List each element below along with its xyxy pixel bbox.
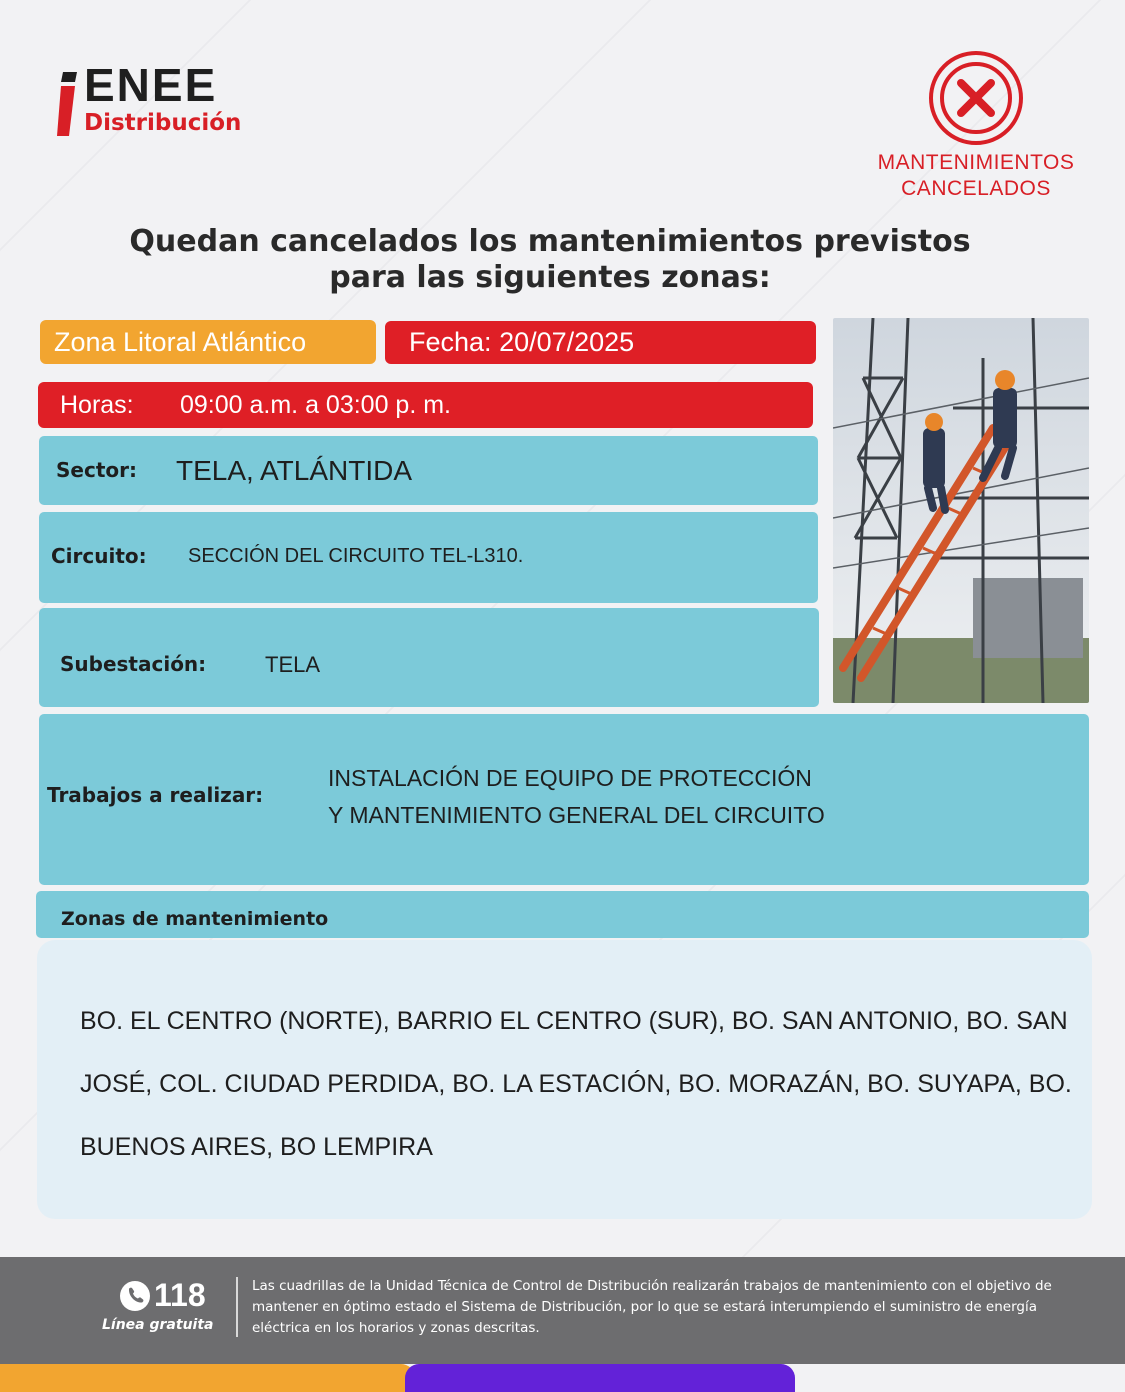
sector-value: TELA, ATLÁNTIDA [176, 455, 412, 486]
footer-divider [236, 1277, 238, 1337]
hours-value: 09:00 a.m. a 03:00 p. m. [180, 391, 451, 419]
sector-label: Sector: [56, 458, 137, 482]
hours-badge [38, 382, 813, 428]
status-badge-line1: MANTENIMIENTOS [877, 151, 1075, 174]
brand-subtitle: Distribución [84, 110, 242, 136]
enee-logo-icon [55, 72, 79, 136]
page-title-line2: para las siguientes zonas: [329, 260, 771, 295]
zones-title: Zonas de mantenimiento [61, 908, 329, 930]
footer [0, 1257, 1125, 1364]
zone-badge: Zona Litoral Atlántico [40, 320, 376, 364]
page-title [40, 224, 1060, 296]
date-value: 20/07/2025 [499, 327, 635, 357]
hotline-label: Línea gratuita [102, 1317, 214, 1333]
date-label: Fecha: [409, 327, 492, 357]
substation-workers-photo [833, 318, 1089, 703]
page-title-line1: Quedan cancelados los mantenimientos previstos [129, 224, 971, 259]
cancel-x-circle-icon [928, 50, 1024, 146]
substation-row [39, 608, 819, 707]
hotline-number: 118 [154, 1277, 206, 1313]
circuit-row [39, 512, 818, 603]
zones-header [36, 891, 1089, 938]
works-row [39, 714, 1089, 885]
date-badge [385, 321, 816, 364]
works-label: Trabajos a realizar: [47, 783, 264, 807]
substation-label: Subestación: [60, 652, 207, 676]
circuit-label: Circuito: [51, 544, 147, 568]
footer-note: Las cuadrillas de la Unidad Técnica de Control de Distribución realizarán trabajos de mantenimiento con el objetivo de mantener en óptimo estado el Sistema de Distribución, por lo que se estará interumpiendo el suministro de energía eléctrica en los horarios y zonas descritas. [252, 1278, 1052, 1336]
status-badge-line2: CANCELADOS [901, 177, 1051, 200]
works-line1: INSTALACIÓN DE EQUIPO DE PROTECCIÓN [328, 765, 812, 791]
works-line2: Y MANTENIMIENTO GENERAL DEL CIRCUITO [328, 802, 825, 828]
footer-bar-orange [0, 1364, 415, 1392]
substation-value: TELA [265, 652, 321, 677]
zones-list-box [37, 940, 1092, 1219]
status-badge [860, 150, 1092, 202]
zones-list: BO. EL CENTRO (NORTE), BARRIO EL CENTRO (SUR), BO. SAN ANTONIO, BO. SAN JOSÉ, COL. CIUDAD PERDIDA, BO. LA ESTACIÓN, BO. MORAZÁN, BO. SUYAPA, BO. BUENOS AIRES, BO LEMPIRA [80, 1007, 1072, 1161]
footer-bar-purple [405, 1364, 795, 1392]
hours-label: Horas: [60, 391, 134, 419]
brand-name: ENEE [84, 59, 218, 111]
phone-icon [120, 1281, 150, 1311]
circuit-value: SECCIÓN DEL CIRCUITO TEL-L310. [188, 545, 524, 567]
sector-row [39, 436, 818, 505]
